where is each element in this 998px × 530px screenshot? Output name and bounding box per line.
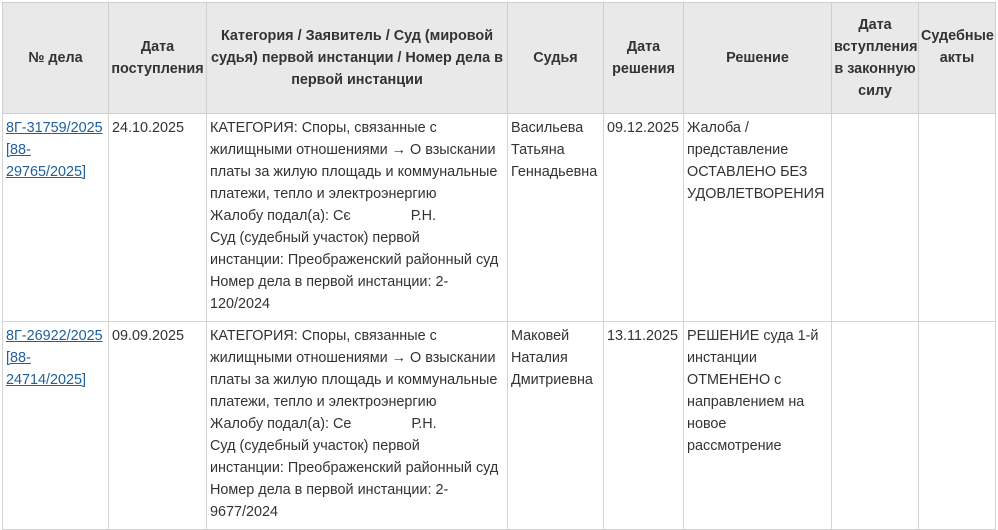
cell-date-in <box>109 322 207 530</box>
judge-line: Геннадьевна <box>511 164 598 180</box>
cell-category <box>207 114 508 322</box>
category-line: платы за жилую площадь и коммунальные <box>210 372 498 388</box>
header-effective-date <box>832 3 919 114</box>
cell-effective-date <box>832 322 919 530</box>
judge-line: Маковей <box>511 328 570 344</box>
header-case-no <box>3 3 109 114</box>
cell-case-no <box>3 114 109 322</box>
header-effective-date-line: в законную <box>834 61 916 77</box>
cell-decision-date <box>604 114 684 322</box>
header-date-in <box>109 3 207 114</box>
header-date-in-line: поступления <box>111 61 204 77</box>
header-acts-line: акты <box>939 50 975 66</box>
date-in-value: 24.10.2025 <box>112 120 185 136</box>
category-line: КАТЕГОРИЯ: Споры, связанные с <box>210 328 437 344</box>
header-judge-label: Судья <box>533 50 578 66</box>
date-in-value: 09.09.2025 <box>112 328 185 344</box>
decision-line: новое <box>687 416 727 432</box>
header-decision-date-line: Дата <box>626 39 661 55</box>
case-number-line[interactable]: 29765/2025] <box>6 164 87 180</box>
header-acts-line: Судебные <box>921 28 994 44</box>
applicant-prefix: Жалобу подал(а): Сє <box>210 208 351 224</box>
header-effective-date-line: Дата <box>858 17 892 33</box>
cell-date-in <box>109 114 207 322</box>
cases-table <box>2 2 996 530</box>
header-effective-date-line: силу <box>858 83 892 99</box>
decision-line: РЕШЕНИЕ суда 1-й <box>687 328 819 344</box>
decision-date-value: 13.11.2025 <box>607 328 678 344</box>
judge-line: Наталия <box>511 350 568 366</box>
first-case-line: 120/2024 <box>210 296 271 312</box>
table-row <box>3 114 996 322</box>
case-number-line[interactable]: [88- <box>6 350 31 366</box>
applicant-prefix: Жалобу подал(а): Се <box>210 416 352 432</box>
cell-acts <box>919 322 996 530</box>
header-effective-date-line: вступления <box>834 39 918 55</box>
first-case-line: Номер дела в первой инстанции: 2- <box>210 274 449 290</box>
category-line: жилищными отношениями → О взыскании <box>210 142 496 158</box>
header-category-line: Категория / Заявитель / Суд (мировой <box>220 28 494 44</box>
header-category <box>207 3 508 114</box>
case-number-line[interactable]: [88- <box>6 142 31 158</box>
decision-line: инстанции <box>687 350 757 366</box>
header-decision <box>684 3 832 114</box>
court-line: инстанции: Преображенский районный суд <box>210 252 499 268</box>
case-number-line[interactable]: 24714/2025] <box>6 372 87 388</box>
court-line: Суд (судебный участок) первой <box>210 230 420 246</box>
case-number-line[interactable]: 8Г-31759/2025 <box>6 120 103 136</box>
cell-decision <box>684 114 832 322</box>
court-line: инстанции: Преображенский районный суд <box>210 460 499 476</box>
header-decision-date <box>604 3 684 114</box>
header-case-no-label: № дела <box>28 50 83 66</box>
decision-line: Жалоба / <box>687 120 749 136</box>
applicant-suffix: Р.Н. <box>411 416 437 432</box>
cell-acts <box>919 114 996 322</box>
header-date-in-line: Дата <box>140 39 175 55</box>
judge-line: Татьяна <box>511 142 565 158</box>
header-judge <box>508 3 604 114</box>
cell-judge <box>508 114 604 322</box>
decision-line: представление <box>687 142 789 158</box>
header-category-line: первой инстанции <box>291 72 423 88</box>
judge-line: Дмитриевна <box>511 372 593 388</box>
cell-case-no <box>3 322 109 530</box>
decision-line: ОТМЕНЕНО с <box>687 372 782 388</box>
decision-line: рассмотрение <box>687 438 782 454</box>
judge-line: Васильева <box>511 120 584 136</box>
applicant-line <box>210 413 504 435</box>
decision-date-value: 09.12.2025 <box>607 120 680 136</box>
category-line: КАТЕГОРИЯ: Споры, связанные с <box>210 120 437 136</box>
cell-category <box>207 322 508 530</box>
cell-decision-date <box>604 322 684 530</box>
decision-line: УДОВЛЕТВОРЕНИЯ <box>687 186 825 202</box>
decision-line: ОСТАВЛЕНО БЕЗ <box>687 164 808 180</box>
case-number-link[interactable] <box>6 117 105 183</box>
header-decision-label: Решение <box>726 50 789 66</box>
category-line: жилищными отношениями → О взыскании <box>210 350 496 366</box>
header-acts <box>919 3 996 114</box>
cell-judge <box>508 322 604 530</box>
header-category-line: судья) первой инстанции / Номер дела в <box>211 50 503 66</box>
cell-decision <box>684 322 832 530</box>
category-line: платежи, тепло и электроэнергию <box>210 186 437 202</box>
first-case-line: Номер дела в первой инстанции: 2- <box>210 482 449 498</box>
case-number-link[interactable] <box>6 325 105 391</box>
header-decision-date-line: решения <box>612 61 675 77</box>
table-row <box>3 322 996 530</box>
applicant-line <box>210 205 504 227</box>
decision-line: направлением на <box>687 394 805 410</box>
first-case-line: 9677/2024 <box>210 504 279 520</box>
category-line: платежи, тепло и электроэнергию <box>210 394 437 410</box>
cell-effective-date <box>832 114 919 322</box>
table-header-row <box>3 3 996 114</box>
category-line: платы за жилую площадь и коммунальные <box>210 164 498 180</box>
applicant-suffix: Р.Н. <box>410 208 437 224</box>
case-number-line[interactable]: 8Г-26922/2025 <box>6 328 103 344</box>
court-line: Суд (судебный участок) первой <box>210 438 420 454</box>
